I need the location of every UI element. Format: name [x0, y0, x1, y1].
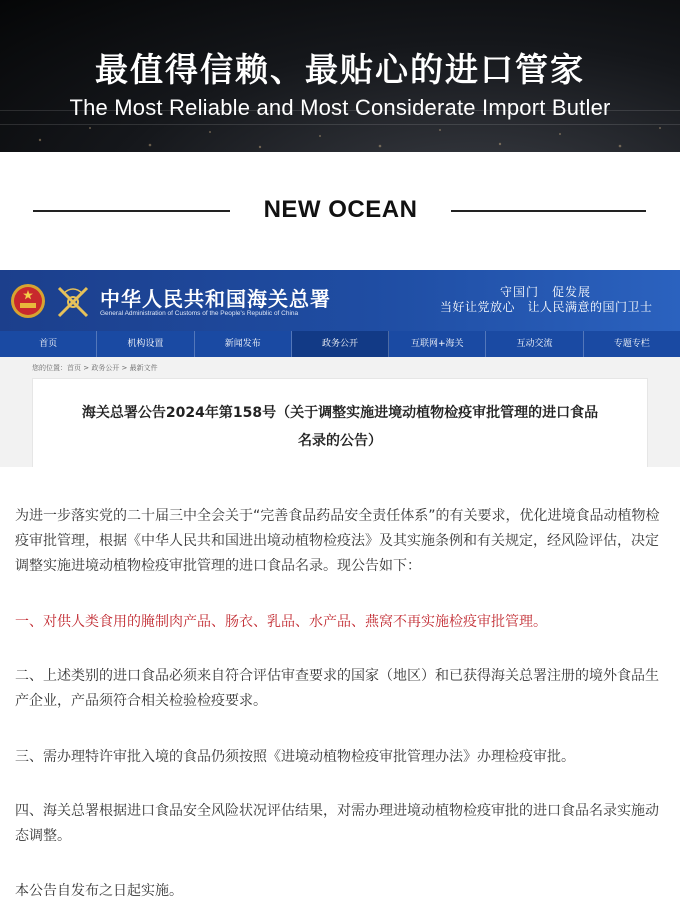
nav-item-government-affairs[interactable]: 政务公开 [292, 331, 389, 357]
nav-item-news[interactable]: 新闻发布 [195, 331, 292, 357]
customs-emblem-icon [53, 282, 93, 322]
hero-banner [0, 0, 680, 152]
article-intro: 为进一步落实党的二十届三中全会关于“完善食品药品安全责任体系”的有关要求，优化进境食品动植物检疫审批管理，根据《中华人民共和国进出境动植物检疫法》及其实施条例和有关规定，经风险评估，决定调整实施进境动植物检疫审批管理的进口食品名录。现公告如下： [15, 508, 660, 574]
nav-item-interaction[interactable]: 互动交流 [486, 331, 583, 357]
notice-title [53, 399, 627, 455]
notice-title-line2: 名录的公告） [298, 433, 382, 449]
customs-nav-bar [0, 331, 680, 357]
divider-line-right [451, 210, 646, 212]
customs-slogan-line1: 守国门 促发展 [500, 285, 592, 299]
brand-name: NEW OCEAN [263, 196, 418, 223]
article-item-2: 二、上述类别的进口食品必须来自符合评估审查要求的国家（地区）和已获得海关总署注册的境外食品生产企业，产品须符合相关检验检疫要求。 [15, 668, 659, 709]
nav-item-organization[interactable]: 机构设置 [97, 331, 194, 357]
breadcrumb: 您的位置：首页 > 政务公开 > 最新文件 [32, 364, 158, 372]
banner-title-en: The Most Reliable and Most Considerate Import Butler [69, 95, 611, 120]
nav-item-internet-customs[interactable]: 互联网+海关 [389, 331, 486, 357]
brand-divider [0, 196, 680, 226]
banner-title-zh: 最值得信赖、最贴心的进口管家 [95, 50, 585, 89]
customs-site-name: 中华人民共和国海关总署 [100, 287, 331, 311]
article-item-3: 三、需办理特许审批入境的食品仍须按照《进境动植物检疫审批管理办法》办理检疫审批。 [15, 749, 575, 765]
nav-item-special-topics[interactable]: 专题专栏 [613, 339, 650, 349]
customs-slogan-line2: 当好让党放心 让人民满意的国门卫士 [440, 300, 653, 314]
customs-site-name-en: General Administration of Customs of the People's Republic of China [100, 310, 299, 317]
article-item-1: 一、对供人类食用的腌制肉产品、肠衣、乳品、水产品、燕窝不再实施检疫审批管理。 [15, 614, 547, 630]
customs-site-screenshot [0, 270, 680, 467]
divider-line-left [33, 210, 230, 212]
article-item-4: 四、海关总署根据进口食品安全风险状况评估结果，对需办理进境动植物检疫审批的进口食品名录实施动态调整。 [15, 803, 659, 844]
customs-site-header [0, 270, 680, 331]
notice-title-line1: 海关总署公告2024年第158号（关于调整实施进境动植物检疫审批管理的进口食品 [81, 405, 599, 421]
notice-title-card [32, 378, 648, 467]
article-closing: 本公告自发布之日起实施。 [15, 883, 183, 899]
national-emblem-icon [10, 283, 46, 319]
nav-item-home[interactable]: 首页 [0, 331, 97, 357]
